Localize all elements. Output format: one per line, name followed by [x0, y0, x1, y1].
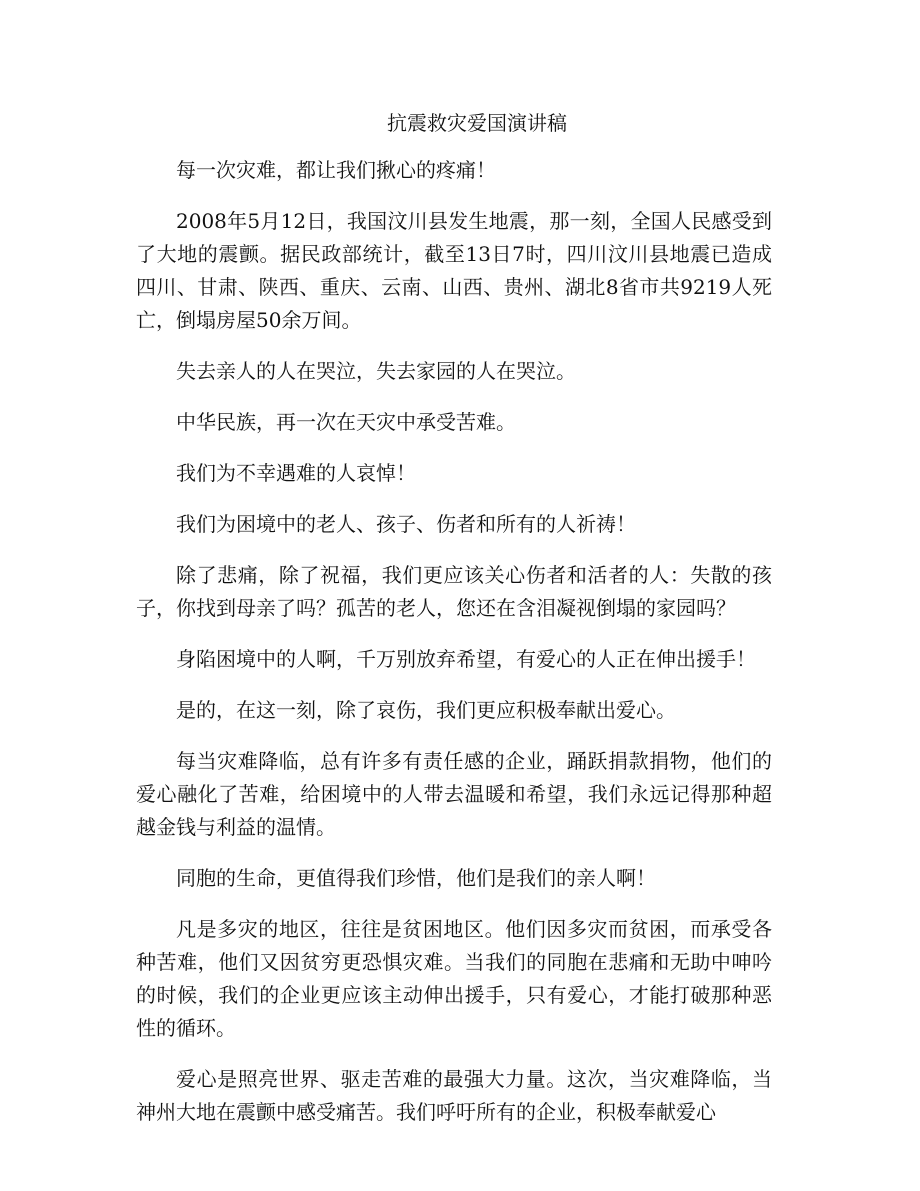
document-title: 抗震救灾爱国演讲稿	[387, 111, 567, 135]
paragraph: 中华民族，再一次在天灾中承受苦难。	[176, 410, 516, 434]
paragraph: 同胞的生命，更值得我们珍惜，他们是我们的亲人啊！	[176, 866, 656, 890]
paragraph: 除了悲痛，除了祝福，我们更应该关心伤者和活者的人：失散的孩子，你找到母亲了吗？孤苦的老人，您还在含泪凝视倒塌的家园吗？	[136, 563, 772, 620]
paragraph: 2008年5月12日，我国汶川县发生地震，那一刻，全国人民感受到了大地的震颤。据民政部统计，截至13日7时，四川汶川县地震已造成四川、甘肃、陕西、重庆、云南、山西、贵州、湖北8省市共9219人死亡，倒塌房屋50余万间。	[136, 209, 772, 332]
document-page	[136, 106, 772, 1147]
paragraph: 爱心是照亮世界、驱走苦难的最强大力量。这次，当灾难降临，当神州大地在震颤中感受痛苦。我们呼吁所有的企业，积极奉献爱心	[136, 1067, 772, 1124]
paragraph: 我们为困境中的老人、孩子、伤者和所有的人祈祷！	[176, 512, 636, 536]
paragraph: 失去亲人的人在哭泣，失去家园的人在哭泣。	[176, 359, 576, 383]
paragraph: 凡是多灾的地区，往往是贫困地区。他们因多灾而贫困，而承受各种苦难，他们又因贫穷更恐惧灾难。当我们的同胞在悲痛和无助中呻吟的时候，我们的企业更应该主动伸出援手，只有爱心，才能打破那种恶性的循环。	[136, 917, 772, 1040]
paragraph: 是的，在这一刻，除了哀伤，我们更应积极奉献出爱心。	[176, 698, 676, 722]
paragraph: 身陷困境中的人啊，千万别放弃希望，有爱心的人正在伸出援手！	[176, 647, 756, 671]
paragraph: 每一次灾难，都让我们揪心的疼痛！	[176, 158, 496, 182]
paragraph: 我们为不幸遇难的人哀悼！	[176, 461, 416, 485]
paragraph: 每当灾难降临，总有许多有责任感的企业，踊跃捐款捐物，他们的爱心融化了苦难，给困境中的人带去温暖和希望，我们永远记得那种超越金钱与利益的温情。	[136, 749, 772, 839]
